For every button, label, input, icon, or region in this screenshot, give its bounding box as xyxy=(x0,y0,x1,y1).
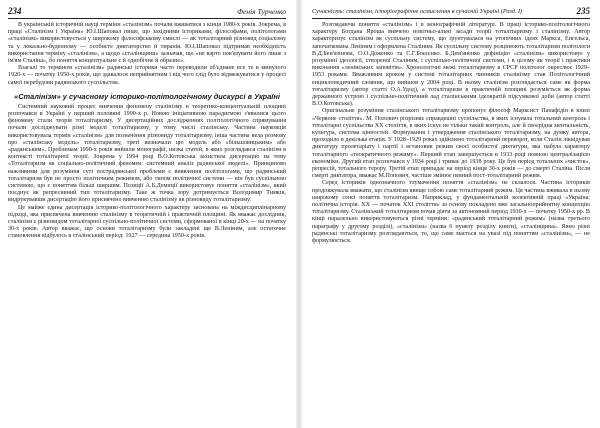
section-heading: «Сталінізм» у сучасному історико-політологічному дискурсі в Україні xyxy=(14,91,280,101)
paragraph: Системний науковий процес вивчення феномену сталінізму в теоретико-концептуальній площині розпочався в Україні у перший половині 1990-х р. Новою ініціативною парадигмою з'явилися цього феномену стали теорія тоталітаризму. У дисертаційних дослідженнях політологічного спрямування почали досліджувати різні моделі тоталітаризму, у тому числі сталінську. Частина науковців використовувала термін «сталінізм» для позначення різновиду тоталітаризму, інша частина вела розмову про «сталінську модель» тоталітаризму, треті визначали цю модель або «більшовицьким» або «радянським». Проблемам 1990-х років вийшли монографії, низка статей, в яких розглядався сталінізм в контексті тоталітарної теорії. Зокрема у 1994 році В.О.Котовська захистила дисертацію на тему «Тоталітаризм як соціально-політичний феномен: системний аналіз радянської моделі». Принципово важливими для розуміння суті пострадянської проблеми є виявлення політологами, що радянський тоталітаризм був не просто політичним режимом, або типом політичної системи — він був суспільною системою, що є поняттям більш ширшим. Позиції А.Б.Демиції використовує поняття «сталінізм», який поєднує як репресивний тип тоталітаризму. Таке ж точка зору дотримується Володимир Тимків, видрукувавши дисертацію його присвячено вивченню сталінізму як різновиду тоталітаризму. xyxy=(8,103,286,204)
left-page-body xyxy=(8,22,286,424)
paragraph: Розглядаючи поняття «сталінізм» і в монографічній літературі. В праці історико-політологічного характеру Богдана Яроша вивчено новітньо-альні засади теорії тоталітаризму і сталінізму. Автор характеризує сталінізм як суспільну систему, що ґрунтувалася на утопічних ідеях Маркса, Енгельса, започаткована Леніним і оформлена Сталіним. Як суспільну систему розцінюють тоталітаризм політологи В.Д.Бен'язінова, О.О.Доженко та С.Г.Боєєєнко. Б.Дем'яненко дефініцію «сталінізм» використовує у розумінні ідеології, створеної Сталіним, і суспільно-політичної системи, і в цілому як теорії і практики виконання «ленінських заповітів». Хронологічні межі тоталітаризму в СРСР політолог окреслює 1929–1953 роками. Вважливим кроком у системі тоталітарних чинників сталінізму став Політологічний енциклопедичний словник, що вийшов у 2004 році. В ньому сталінізм розглядається саме як форма тоталітаризму (автор статті О.А.Удод), а тоталітаризм в практичній площині розуміється як форма державного устрою і суспільно-політичний лад сталінськими ідеократій підсумкової доби (автор статті В.О.Котовська). xyxy=(312,22,590,108)
right-page xyxy=(304,0,598,428)
running-header-right xyxy=(312,6,590,19)
page-number: 234 xyxy=(8,6,22,16)
paragraph: В українській історичній науці терміни «сталінізм» почали вживатися з кінця 1980-х років. Зокрема, в праці «Сталінізм і Україна» Ю.І.Шаповал пише, що західними істориками, філософами, політологами «сталінізм» використовується у широкому філософському смислі — як тоталітарний різновид соціалізму та у локально-буденному — особисте диктаторство й тиранія. Ю.І.Шаповал підтримав необхідність використання терміну «сталінізм», а щодо «сталінщини» зазначав, що «не варто пов'язувати його лише з ім'ям Сталіна», бо поняття концептуальне є й однобічне й образне». xyxy=(8,22,286,65)
left-page xyxy=(0,0,294,428)
book-gutter xyxy=(296,0,302,428)
running-title: Фенія Турченко xyxy=(237,7,286,16)
running-header-left xyxy=(8,6,286,19)
paragraph: Серед істориків однозначного тлумачення поняття «сталінізм» не склалося. Частина істориків продовжувала вважати, що сталінізм явище собою саме тоталітарний режим. Ця частина вживала в ньому широкому сенсі поняття тоталітаризм. Наприклад, у фундаментальній колективній праці «Україна: політична історія. XX — початок XXI століття» за основу покладено вже загальноприйнятну концепцію тоталітаризму. Сталінський тоталітаризм почав діяти за автономний період 1930-х — початку 1950-х рр. В кінці паралельно використовуються різні терміни: «радянський тоталітарний режим» (назва третього параграфу у другому розділі), «сталінізм» (назва 6 пункту розділу книги), «сталінщина». Явно різні радянські тоталітаризму розглядаються, то, що саме мається на увазі під поняттям «сталінізм», — не формулюється. xyxy=(312,180,590,245)
paragraph: Це майже єдина дисертація історико-політологічного характеру заснована на міждисциплінарному підході, яка присвячена вивченню сталінізму в теоретичній і практичній площині. Як вважає дослідник, сталінізм є різновидом тоталітарної суспільно-політичної системи, сформованої в кінці 20-х — на початку 30-х років. Автор вважає, що основи тоталітаризму були закладені ще В.Леніним, але остаточне становлення відбулось в сталінський період: 1927 — середина 1950-х років. xyxy=(8,204,286,240)
running-title: Сучасність: сталінізм, історіографічне осмислення в сучасній Україні (Розд. І) xyxy=(312,8,523,15)
page-number: 235 xyxy=(576,6,590,16)
right-page-body xyxy=(312,22,590,424)
paragraph: Оригінальне розуміння сталінського тоталітаризму пропонує філософ Марксист Панафідін в книзі «Червоне століття». М. Попович розрізняє справдешні суспільства, в яких існувала тотальний контроль і тоталітарні суспільства XX століття, в яких існує не тільки такий контроль, але й своєрідна ментальність, культура, система цінностей. Формування і утвердження сталінського тоталітаризму, на думку автора, проходило в декілька етапів. У 1928–1929 роках здійснено тоталітарний переворот, коли Сталін ліквідував диктатуру пролетаріату і партії і встановив режим своєї особистої диктатури, яка набула характеру тоталітарного «теократичного режиму». Перший етап завершується в 1933 році повною централізацією економіки. Другий етап розпочався у 1934 році і триває до 1938 року. Це був період тотальних «чисток», репресій, тотального терору. Третій етап припадає на період кінця 30-х років — до смерті Сталіна. Після смерті диктатора, вважає М.Попович, частіше змінює певний пост-тоталітарний режим. xyxy=(312,108,590,180)
paragraph: Взагалі то терміном «сталінізм» радянські історики часто переводили об'єднане все те в минулого 1920-х — початку 1950-х років, що здавалося неприйнятним і від чого слід було відмежуватися у процесі самої перебудови радянського суспільства. xyxy=(8,65,286,86)
